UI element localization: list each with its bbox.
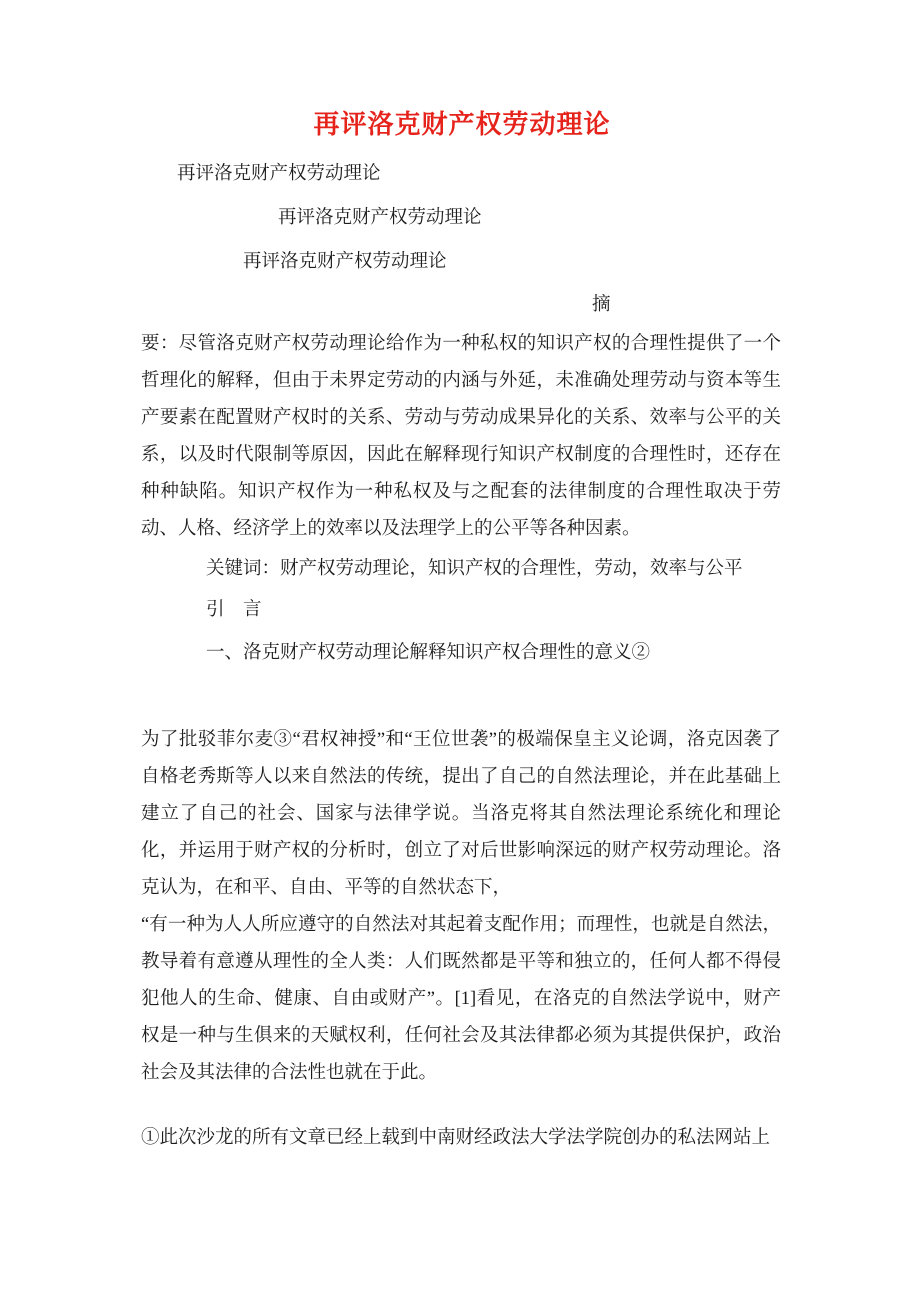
- keywords-line: 关键词：财产权劳动理论，知识产权的合理性，劳动，效率与公平: [206, 559, 743, 579]
- intro-heading: 引 言: [206, 600, 262, 620]
- subtitle-line: 再评洛克财产权劳动理论: [243, 252, 447, 272]
- abstract-paragraph: 要：尽管洛克财产权劳动理论给作为一种私权的知识产权的合理性提供了一个哲理化的解释，但由于未界定劳动的内涵与外延，未准确处理劳动与资本等生产要素在配置财产权时的关系、劳动与劳动成果异化的关系、效率与公平的关系，以及时代限制等原因，因此在解释现行知识产权制度的合理性时，还存在种种缺陷。知识产权作为一种私权及与之配套的法律制度的合理性取决于劳动、人格、经济学上的效率以及法理学上的公平等各种因素。: [141, 334, 781, 539]
- section-heading: 一、洛克财产权劳动理论解释知识产权合理性的意义②: [206, 643, 651, 663]
- footnote-line: ①此次沙龙的所有文章已经上载到中南财经政法大学法学院创办的私法网站上: [141, 1128, 771, 1148]
- subtitle-line: 再评洛克财产权劳动理论: [177, 164, 381, 184]
- page-title: 再评洛克财产权劳动理论: [313, 109, 611, 139]
- body-paragraph: “有一种为人人所应遵守的自然法对其起着支配作用；而理性，也就是自然法，教导着有意遵从理性的全人类：人们既然都是平等和独立的，任何人都不得侵犯他人的生命、健康、自由或财产”。[1]看见，在洛克的自然法学说中，财产权是一种与生俱来的天赋权利，任何社会及其法律都必须为其提供保护，政治社会及其法律的合法性也就在于此。: [141, 915, 781, 1083]
- body-paragraph: 为了批驳菲尔麦③“君权神授”和“王位世袭”的极端保皇主义论调，洛克因袭了自格老秀斯等人以来自然法的传统，提出了自己的自然法理论，并在此基础上建立了自己的社会、国家与法律学说。当洛克将其自然法理论系统化和理论化，并运用于财产权的分析时，创立了对后世影响深远的财产权劳动理论。洛克认为，在和平、自由、平等的自然状态下，: [141, 730, 781, 898]
- abstract-label: 摘: [592, 295, 611, 315]
- subtitle-line: 再评洛克财产权劳动理论: [278, 208, 482, 228]
